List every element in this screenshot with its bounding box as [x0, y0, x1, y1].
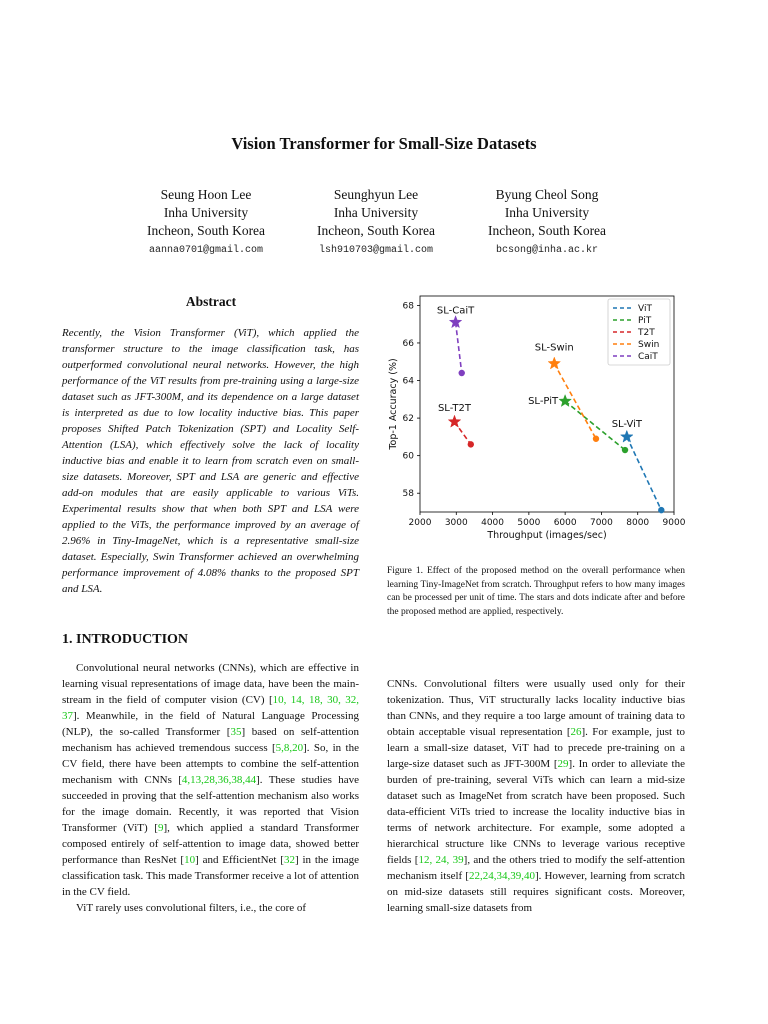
citation-link[interactable]: 26	[570, 726, 582, 738]
y-tick-label: 66	[402, 338, 414, 349]
x-tick-label: 4000	[481, 518, 505, 528]
citation-link[interactable]: 22,24,34,39,40	[468, 870, 535, 882]
y-tick-label: 60	[402, 451, 414, 462]
point-label: SL-T2T	[437, 402, 471, 414]
author-name: Seunghyun Lee	[333, 187, 419, 202]
citation-link[interactable]: 35	[230, 726, 242, 738]
x-tick-label: 2000	[408, 518, 432, 528]
intro-paragraph-2: ViT rarely uses convolutional filters, i.e., the core of	[76, 902, 307, 914]
legend-entry: PiT	[638, 316, 652, 326]
point-label: SL-PiT	[528, 396, 559, 408]
citation-link[interactable]: 10, 14, 18, 30, 32, 37	[62, 694, 360, 722]
citation-link[interactable]: 29	[557, 758, 569, 770]
point-label: SL-ViT	[611, 418, 642, 430]
x-axis-label: Throughput (images/sec)	[487, 530, 607, 541]
citation-link[interactable]: 12, 24, 39	[418, 854, 464, 866]
after-star-marker	[548, 357, 560, 369]
citation-link[interactable]: 32	[283, 854, 295, 866]
section-heading: 1. INTRODUCTION	[62, 632, 189, 647]
right-column	[387, 676, 685, 916]
y-tick-label: 58	[402, 489, 414, 500]
x-tick-label: 9000	[662, 518, 686, 528]
legend-entry: Swin	[638, 340, 660, 350]
citation-link[interactable]: 9	[157, 822, 164, 834]
author-location: Incheon, South Korea	[316, 223, 436, 238]
after-star-marker	[559, 395, 571, 407]
before-dot-marker	[658, 507, 664, 513]
author-name: Byung Cheol Song	[495, 187, 599, 202]
before-dot-marker	[468, 441, 474, 447]
y-tick-label: 64	[402, 376, 414, 387]
abstract-text: Recently, the Vision Transformer (ViT), which applied the transformer structure to the image classification task, has outperformed convolutional neural networks. However, the high performance of the ViT results from pre-training using a large-size dataset such as JFT-300M, and its dependence on a large dataset is interpreted as due to low locality inductive bias. This paper proposes Shifted Patch Tokenization (SPT) and Locality Self-Attention (LSA), which effectively solve the lack of locality inductive bias and enable it to learn from scratch even on small-size datasets. Moreover, SPT and LSA are generic and effective add-on modules that are easily applicable to various ViTs. Experimental results show that when both SPT and LSA were applied to the ViTs, the performance improved by an average of 2.96% in Tiny-ImageNet, which is a representative small-size dataset. Especially, Swin Transformer achieved an overwhelming performance improvement of 4.08% thanks to the proposed SPT and LSA.	[62, 327, 359, 595]
legend-entry: T2T	[638, 328, 655, 338]
series-line-vit	[627, 437, 661, 510]
citation-link[interactable]: 10	[184, 854, 196, 866]
intro-paragraph-3: CNNs. Convolutional filters were usually used only for their tokenization. Thus, ViT structurally lacks locality inductive bias than CNNs, and they require a too large amount of training data to obtain acceptable visual representation [26]. For example, just to learn a small-size dataset, ViT had to precede pre-training on a large-size dataset such as JFT-300M [29]. In order to alleviate the burden of pre-training, several ViTs which can learn a mid-size dataset such as ImageNet from scratch have been proposed. Such data-efficient ViTs tried to increase the locality inductive bias in terms of network architecture. For example, some adopted a hierarchical structure like CNNs to leverage various receptive fields [12, 24, 39], and the others tried to modify the self-attention mechanism itself [22,24,34,39,40]. However, learning from scratch on mid-size datasets still requires significant costs. Moreover, learning small-size datasets from	[387, 678, 685, 914]
point-label: SL-Swin	[534, 342, 574, 354]
paper-title: Vision Transformer for Small-Size Datasets	[231, 134, 537, 153]
figure-1-chart	[386, 292, 686, 548]
series-line-swin	[554, 364, 596, 439]
author-email[interactable]: lsh910703@gmail.com	[318, 245, 434, 256]
x-tick-label: 6000	[553, 518, 577, 528]
author-name: Seung Hoon Lee	[160, 187, 252, 202]
legend-entry: CaiT	[638, 352, 658, 362]
left-column	[62, 660, 359, 916]
author-location: Incheon, South Korea	[146, 223, 266, 238]
before-dot-marker	[622, 447, 628, 453]
y-tick-label: 62	[402, 414, 414, 425]
citation-link[interactable]: 5,8,20	[275, 742, 304, 754]
y-tick-label: 68	[402, 301, 414, 312]
figure-caption: Figure 1. Effect of the proposed method on the overall performance when learning Tiny-ImageNet from scratch. Throughput refers to how many images can be processed per unit of time. The stars and dots indicate after and before the proposed method are applied, respectively.	[387, 566, 685, 617]
author-2	[281, 186, 471, 260]
author-affiliation: Inha University	[163, 205, 249, 220]
citation-link[interactable]: 4,13,28,36,38,44	[181, 774, 257, 786]
y-axis-label: Top-1 Accuracy (%)	[388, 358, 399, 450]
author-1	[111, 186, 301, 260]
author-email[interactable]: bcsong@inha.ac.kr	[495, 245, 599, 256]
x-tick-label: 7000	[589, 518, 613, 528]
before-dot-marker	[459, 370, 465, 376]
series-line-cait	[456, 322, 462, 373]
author-3	[452, 186, 642, 260]
after-star-marker	[621, 430, 633, 442]
abstract-heading: Abstract	[185, 294, 237, 309]
author-email[interactable]: aanna0701@gmail.com	[148, 245, 264, 256]
x-tick-label: 5000	[517, 518, 541, 528]
after-star-marker	[448, 415, 460, 427]
x-tick-label: 3000	[444, 518, 468, 528]
before-dot-marker	[593, 436, 599, 442]
x-tick-label: 8000	[626, 518, 650, 528]
point-label: SL-CaiT	[436, 305, 475, 317]
author-affiliation: Inha University	[333, 205, 419, 220]
author-affiliation: Inha University	[504, 205, 590, 220]
author-location: Incheon, South Korea	[487, 223, 607, 238]
legend-entry: ViT	[638, 304, 652, 314]
intro-paragraph-1: Convolutional neural networks (CNNs), which are effective in learning visual representations of image data, have been the main-stream in the field of computer vision (CV) [10, 14, 18, 30, 32, 37]. Meanwhile, in the field of Natural Language Processing (NLP), the so-called Transformer [35] based on self-attention mechanism has achieved tremendous success [5,8,20]. So, in the CV field, there have been attempts to combine the self-attention mechanism with CNNs [4,13,28,36,38,44]. These studies have succeeded in proving that the self-attention mechanism also works for the image domain. Recently, it was reported that Vision Transformer (ViT) [9], which applied a standard Transformer composed entirely of self-attention to image data, showed better performance than ResNet [10] and EfficientNet [32] in the image classification task. This made Transformer receive a lot of attention in the CV field.	[62, 662, 360, 898]
